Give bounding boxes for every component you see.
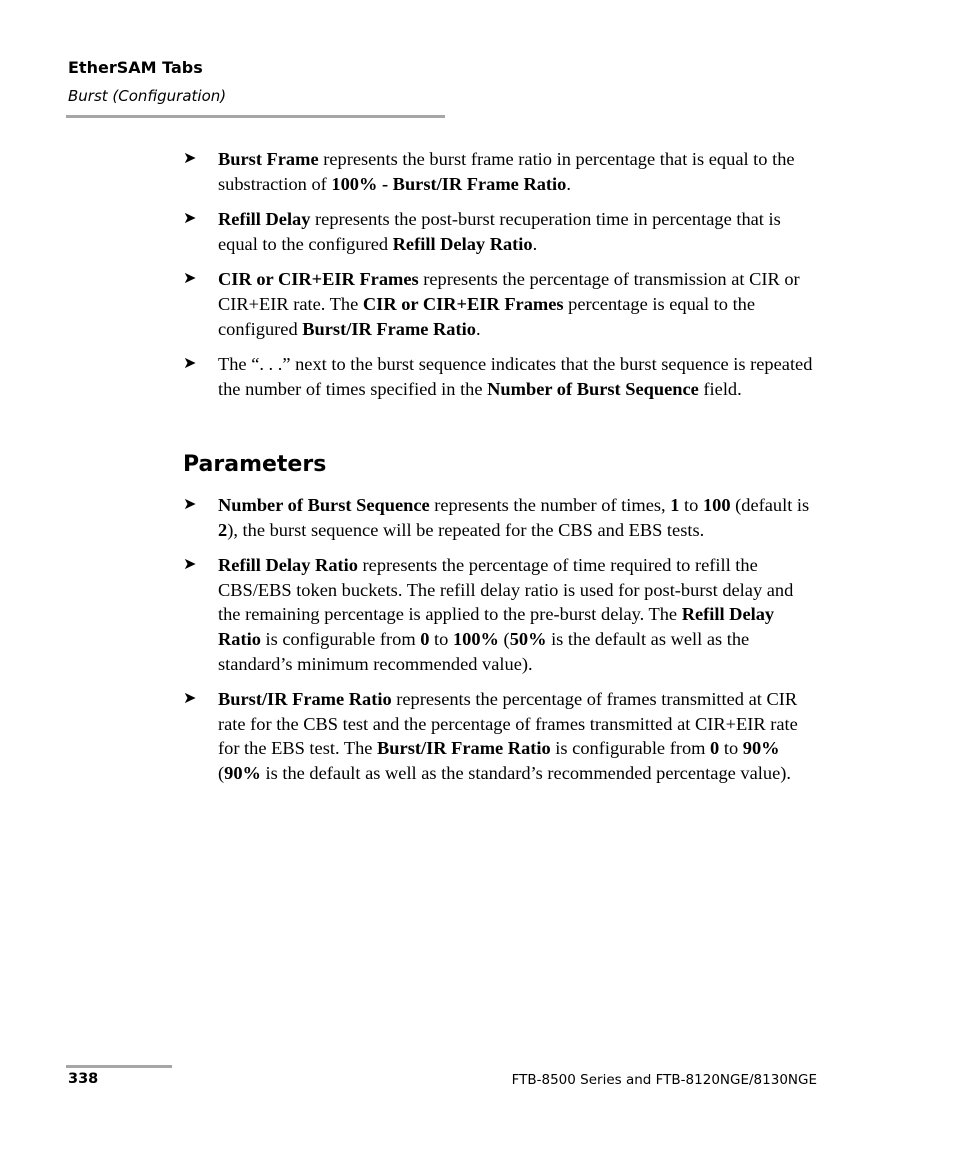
body-text: .: [532, 233, 538, 254]
term: Refill Delay: [218, 209, 311, 230]
section-heading: Parameters: [183, 452, 327, 477]
body-text: represents the percentage of transmission at CIR or CIR+EIR rate. The: [218, 269, 800, 314]
body-text: is the default as well as the standard’s minimum recommended value).: [218, 628, 750, 674]
term: Refill Delay Ratio: [392, 233, 533, 254]
body-text: to: [429, 628, 453, 649]
term: Refill Delay Ratio: [218, 604, 775, 649]
body-text: represents the number of times,: [429, 495, 671, 515]
term: CIR or CIR+EIR Frames: [362, 293, 564, 314]
body-text: .: [475, 318, 481, 339]
body-text: to: [679, 495, 703, 515]
term: Number of Burst Sequence: [487, 378, 699, 399]
term: 90%: [224, 762, 261, 783]
body-text: is the default as well as the standard’s recommended percentage value).: [260, 762, 791, 783]
list-item: [183, 352, 819, 401]
body-text: .: [566, 173, 571, 194]
running-header-subtitle: Burst (Configuration): [68, 87, 227, 105]
list-item: [183, 687, 819, 785]
parameters-bullet-list: [183, 493, 819, 797]
running-header-title: EtherSAM Tabs: [68, 58, 203, 77]
footer-product-name: FTB-8500 Series and FTB-8120NGE/8130NGE: [511, 1072, 817, 1088]
term: 100: [702, 495, 731, 515]
term: Burst Frame: [218, 149, 319, 169]
term: Number of Burst Sequence: [218, 495, 430, 515]
body-text: to: [719, 738, 743, 759]
term: Burst/IR Frame Ratio: [377, 738, 551, 759]
arrow-bullet-icon: ➤: [183, 690, 197, 708]
arrow-bullet-icon: ➤: [183, 496, 197, 513]
body-text: The “. . .” next to the burst sequence indicates that the burst sequence is repeated the number of times specified in the: [218, 354, 813, 399]
body-text: ), the burst sequence will be repeated for the CBS and EBS tests.: [227, 519, 705, 540]
list-item: [183, 147, 819, 196]
intro-bullet-list: [183, 147, 819, 412]
list-item: [183, 207, 819, 256]
term: Refill Delay Ratio: [218, 555, 358, 576]
body-text: represents the post-burst recuperation time in percentage that is equal to the configured: [218, 209, 781, 254]
list-item: [183, 267, 819, 341]
term: 50%: [509, 628, 547, 649]
term: 2: [218, 519, 228, 540]
list-item: [183, 493, 819, 542]
term: Burst/IR Frame Ratio: [218, 689, 392, 710]
body-text: percentage is equal to the configured: [218, 293, 756, 339]
term: 100%: [452, 628, 499, 649]
body-text: is configurable from: [260, 628, 421, 649]
body-text: is configurable from: [550, 738, 711, 759]
list-item: [183, 553, 819, 676]
body-text: (: [218, 762, 225, 783]
body-text: represents the percentage of time required to refill the CBS/EBS token buckets. The refill delay ratio is used for post-burst delay and the remaining percentage is applied to the pre-burst delay. The: [218, 555, 794, 625]
term: 90%: [742, 738, 780, 759]
body-text: (default is: [730, 495, 810, 515]
body-text: represents the burst frame ratio in percentage that is equal to the substraction of: [218, 149, 795, 194]
arrow-bullet-icon: ➤: [183, 355, 197, 373]
term: 0: [710, 738, 720, 759]
term: 100% - Burst/IR Frame Ratio: [331, 173, 567, 194]
arrow-bullet-icon: ➤: [183, 270, 197, 288]
body-text: (: [498, 628, 510, 649]
arrow-bullet-icon: ➤: [183, 210, 197, 228]
header-rule: [66, 115, 445, 118]
term: 0: [420, 628, 430, 649]
body-text: field.: [698, 378, 742, 399]
page-number: 338: [68, 1071, 99, 1087]
term: 1: [670, 495, 680, 515]
arrow-bullet-icon: ➤: [183, 556, 197, 574]
footer-rule: [66, 1065, 172, 1068]
term: Burst/IR Frame Ratio: [302, 318, 476, 339]
arrow-bullet-icon: ➤: [183, 150, 197, 167]
term: CIR or CIR+EIR Frames: [218, 269, 419, 290]
body-text: represents the percentage of frames transmitted at CIR rate for the CBS test and the percentage of frames transmitted at CIR+EIR rate for the EBS test. The: [218, 689, 798, 759]
